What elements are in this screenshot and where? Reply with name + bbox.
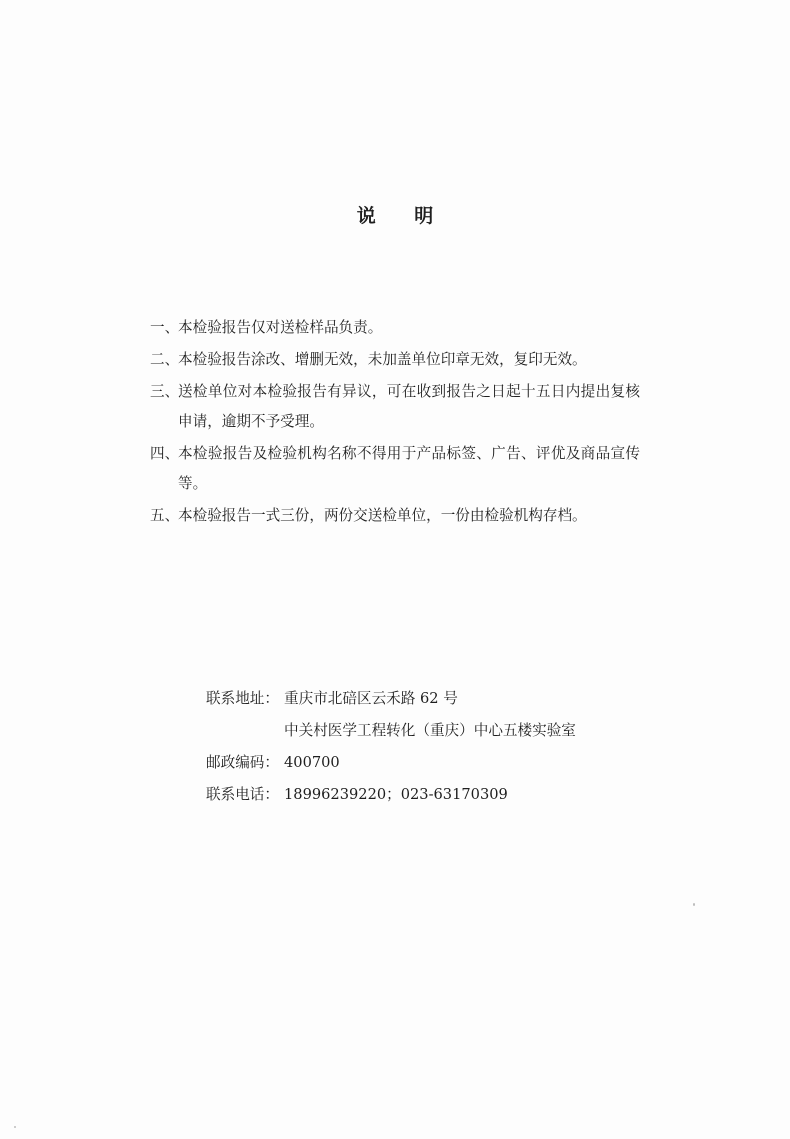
- note-number: 四、: [150, 445, 180, 462]
- scan-speck: [693, 903, 695, 906]
- phone-row: [206, 779, 646, 811]
- postcode-value: 400700: [284, 754, 340, 771]
- note-number: 一、: [150, 319, 180, 336]
- phone-label: 联系电话：: [206, 786, 279, 803]
- notes-list: [150, 313, 640, 533]
- note-item: [150, 501, 640, 531]
- postcode-row: [206, 747, 646, 779]
- page-title: 说 明: [356, 205, 450, 227]
- note-item: [150, 439, 640, 499]
- note-number: 三、: [150, 383, 180, 400]
- postcode-label: 邮政编码：: [206, 754, 279, 771]
- address-line1: 重庆市北碚区云禾路 62 号: [284, 690, 458, 707]
- address-continuation-row: [206, 715, 646, 747]
- address-line2: 中关村医学工程转化（重庆）中心五楼实验室: [284, 722, 576, 739]
- address-row: [206, 683, 646, 715]
- note-number: 五、: [150, 507, 180, 524]
- note-item: [150, 377, 640, 437]
- address-label: 联系地址：: [206, 690, 279, 707]
- note-item: [150, 313, 640, 343]
- note-text: 本检验报告涂改、增删无效，未加盖单位印章无效，复印无效。: [178, 351, 587, 368]
- note-text: 本检验报告及检验机构名称不得用于产品标签、广告、评优及商品宣传等。: [178, 445, 640, 492]
- note-item: [150, 345, 640, 375]
- note-text: 本检验报告一式三份，两份交送检单位，一份由检验机构存档。: [178, 507, 587, 524]
- phone-value: 18996239220；023-63170309: [284, 786, 508, 803]
- note-text: 送检单位对本检验报告有异议，可在收到报告之日起十五日内提出复核申请，逾期不予受理。: [178, 383, 640, 430]
- contact-block: [206, 683, 646, 811]
- note-text: 本检验报告仅对送检样品负责。: [178, 319, 383, 336]
- note-number: 二、: [150, 351, 180, 368]
- scan-speck: [14, 1126, 16, 1128]
